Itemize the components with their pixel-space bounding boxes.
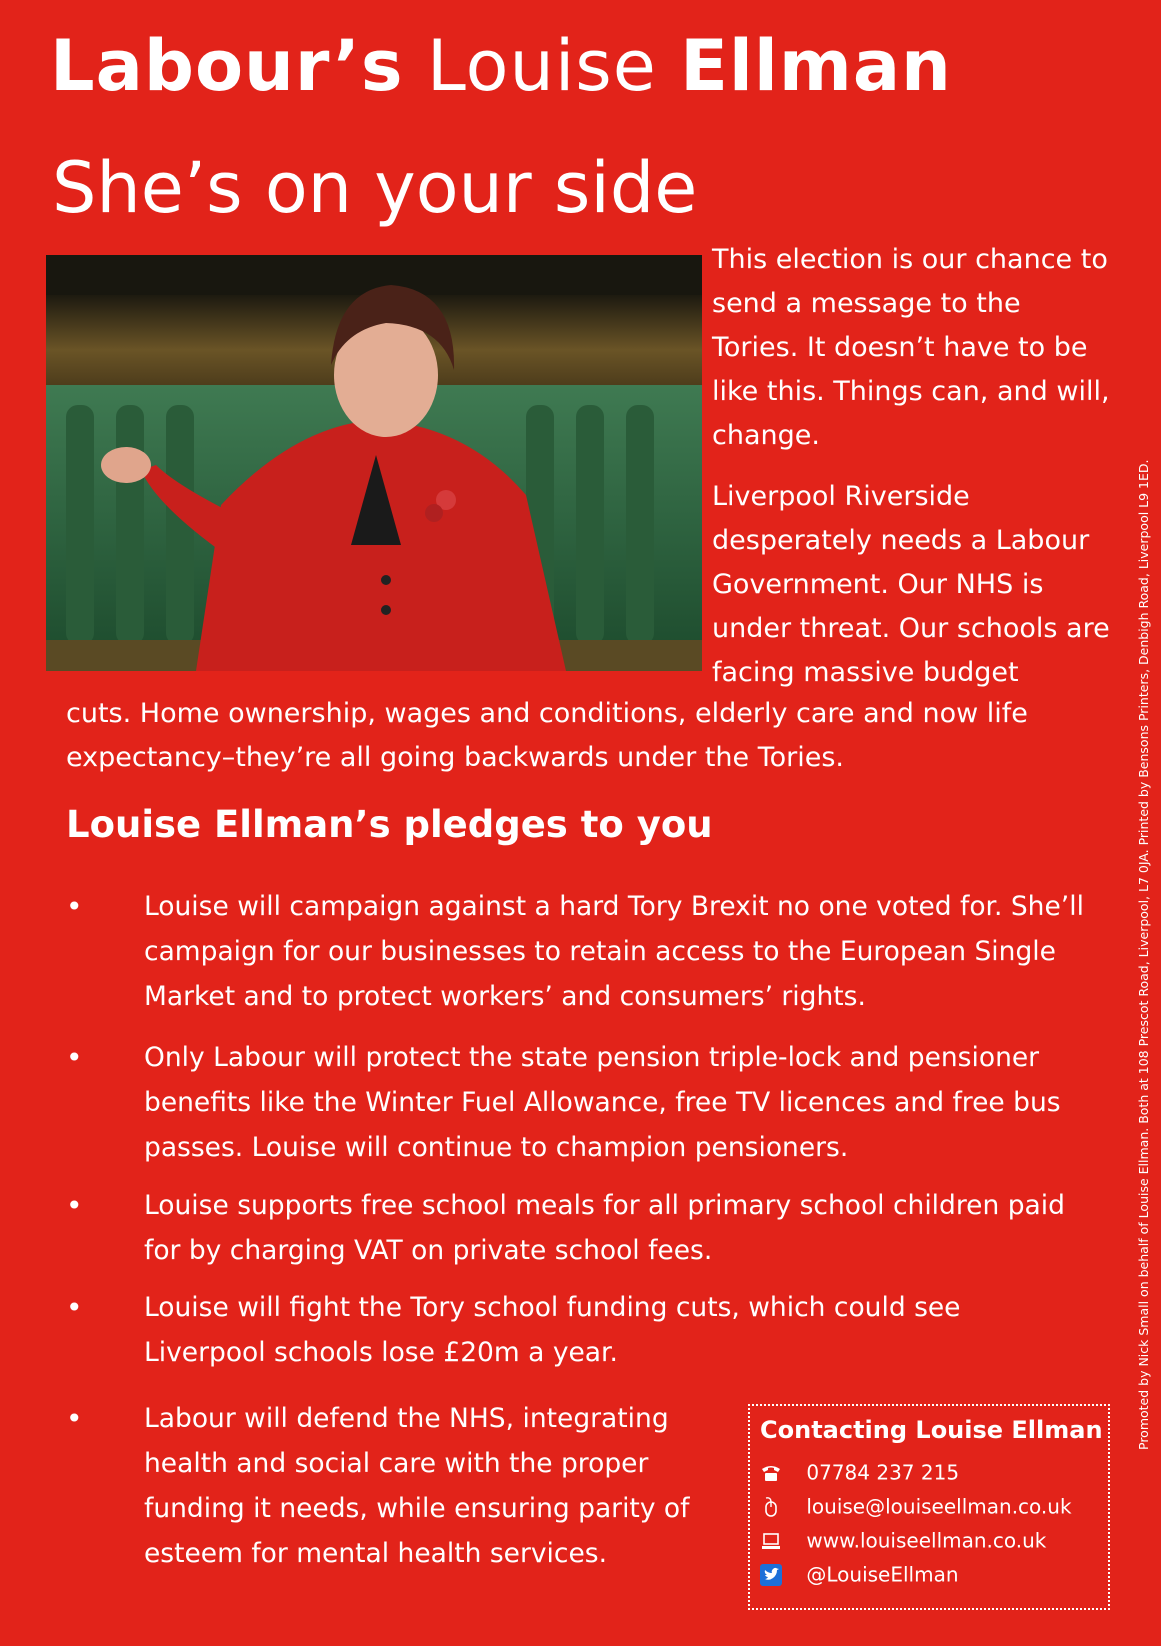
pledge-item-2 xyxy=(66,1035,1086,1170)
pledge-item-5 xyxy=(66,1396,726,1576)
mouse-icon xyxy=(760,1496,782,1518)
pledges-heading: Louise Ellman’s pledges to you xyxy=(66,803,713,846)
pledge-bullet: • xyxy=(66,1291,83,1324)
candidate-photo-illustration xyxy=(46,255,702,671)
title-ellman: Ellman xyxy=(680,25,952,107)
contact-website-row[interactable] xyxy=(760,1522,1046,1556)
pledge-text: Only Labour will protect the state pension triple-lock and pensioner benefits like the Winter Fuel Allowance, free TV licences and free bus passes. Louise will continue to champion pensioners. xyxy=(144,1042,1061,1163)
phone-icon xyxy=(760,1462,782,1484)
title-labours: Labour’s xyxy=(50,25,404,107)
intro-paragraph-1: This election is our chance to send a message to the Tories. It doesn’t have to be like this. Things can, and will, change. xyxy=(712,244,1110,451)
intro-paragraph-2-continued: cuts. Home ownership, wages and conditions, elderly care and now life expectancy–they’re all going backwards under the Tories. xyxy=(66,698,1028,773)
contact-twitter[interactable]: @LouiseEllman xyxy=(806,1562,959,1587)
pledge-bullet: • xyxy=(66,890,83,923)
pledge-item-3 xyxy=(66,1183,1086,1273)
contact-phone[interactable]: 07784 237 215 xyxy=(806,1460,960,1485)
page-subtitle: She’s on your side xyxy=(52,147,698,229)
contact-twitter-row[interactable] xyxy=(760,1556,959,1590)
contact-email[interactable]: louise@louiseellman.co.uk xyxy=(806,1494,1072,1519)
contact-title: Contacting Louise Ellman xyxy=(760,1416,1103,1444)
pledge-text: Louise supports free school meals for all primary school children paid for by charging VAT on private school fees. xyxy=(144,1190,1065,1266)
pledge-text: Louise will fight the Tory school funding cuts, which could see Liverpool schools lose £20m a year. xyxy=(144,1292,961,1368)
imprint-text: Promoted by Nick Small on behalf of Louise Ellman. Both at 108 Prescot Road, Liverpool, L7 0JA. Printed by Bensons Printers, Denbigh Road, Liverpool L9 1ED. xyxy=(1136,459,1151,1450)
pledge-bullet: • xyxy=(66,1189,83,1222)
candidate-photo xyxy=(46,255,702,671)
intro-paragraph-2: Liverpool Riverside desperately needs a Labour Government. Our NHS is under threat. Our schools are facing massive budget xyxy=(712,481,1110,688)
title-louise: Louise xyxy=(426,25,657,107)
pledge-item-1 xyxy=(66,884,1086,1019)
computer-icon xyxy=(760,1530,782,1552)
contact-box xyxy=(748,1404,1110,1610)
pledge-text: Louise will campaign against a hard Tory Brexit no one voted for. She’ll campaign for our businesses to retain access to the European Single Market and to protect workers’ and consumers’ rights. xyxy=(144,891,1084,1012)
pledge-bullet: • xyxy=(66,1402,83,1435)
pledge-bullet: • xyxy=(66,1041,83,1074)
pledge-item-4 xyxy=(66,1285,1086,1375)
pledge-text: Labour will defend the NHS, integrating health and social care with the proper funding it needs, while ensuring parity of esteem for mental health services. xyxy=(144,1403,690,1569)
contact-phone-row[interactable] xyxy=(760,1454,959,1488)
contact-website[interactable]: www.louiseellman.co.uk xyxy=(806,1528,1047,1553)
page-title xyxy=(50,18,952,114)
contact-email-row[interactable] xyxy=(760,1488,1072,1522)
twitter-icon xyxy=(760,1564,782,1586)
